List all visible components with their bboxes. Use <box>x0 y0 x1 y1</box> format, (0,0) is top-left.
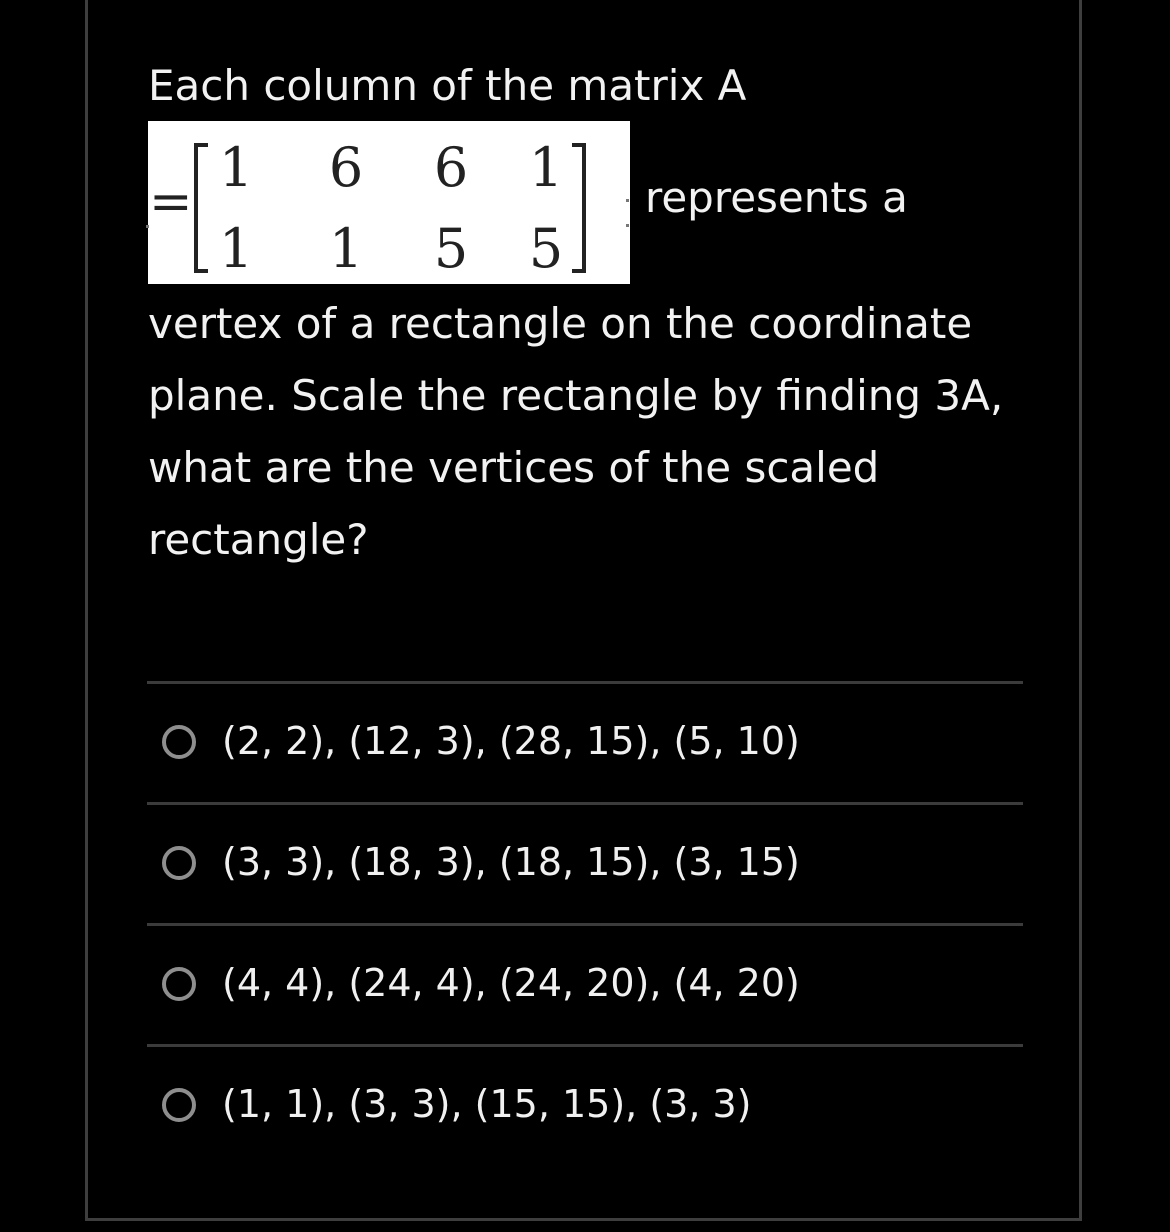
matrix-entry: 5 <box>433 217 469 280</box>
matrix-edge-mark <box>146 225 149 228</box>
radio-button-icon[interactable] <box>162 1088 196 1122</box>
matrix-edge-mark <box>626 199 629 202</box>
matrix-image <box>148 121 630 284</box>
matrix-entry: 6 <box>328 136 364 199</box>
matrix-left-bracket <box>196 145 208 271</box>
question-text-body: vertex of a rectangle on the coordinate plane. Scale the rectangle by finding 3A, what are the vertices of the scaled rectangle? <box>148 299 1004 564</box>
answer-option-2[interactable] <box>147 802 1023 923</box>
option-label: (1, 1), (3, 3), (15, 15), (3, 3) <box>222 1082 752 1126</box>
question-text-line1: Each column of the matrix A <box>148 61 747 110</box>
question-text-represents: represents a <box>645 173 908 222</box>
radio-button-icon[interactable] <box>162 725 196 759</box>
matrix-svg <box>148 121 630 284</box>
matrix-entry: 5 <box>528 217 564 280</box>
answer-option-1[interactable] <box>147 681 1023 802</box>
matrix-edge-mark <box>626 224 629 227</box>
answer-option-4[interactable] <box>147 1044 1023 1165</box>
matrix-entry: 1 <box>218 217 254 280</box>
answer-option-3[interactable] <box>147 923 1023 1044</box>
matrix-entry: 1 <box>328 217 364 280</box>
answer-options <box>147 681 1023 1165</box>
matrix-right-bracket <box>572 145 584 271</box>
option-label: (3, 3), (18, 3), (18, 15), (3, 15) <box>222 840 800 884</box>
option-label: (4, 4), (24, 4), (24, 20), (4, 20) <box>222 961 800 1005</box>
radio-button-icon[interactable] <box>162 846 196 880</box>
matrix-entry: 1 <box>528 136 564 199</box>
radio-button-icon[interactable] <box>162 967 196 1001</box>
matrix-entry: 6 <box>433 136 469 199</box>
option-label: (2, 2), (12, 3), (28, 15), (5, 10) <box>222 719 800 763</box>
matrix-entry: 1 <box>218 136 254 199</box>
equals-sign: = <box>149 172 193 232</box>
